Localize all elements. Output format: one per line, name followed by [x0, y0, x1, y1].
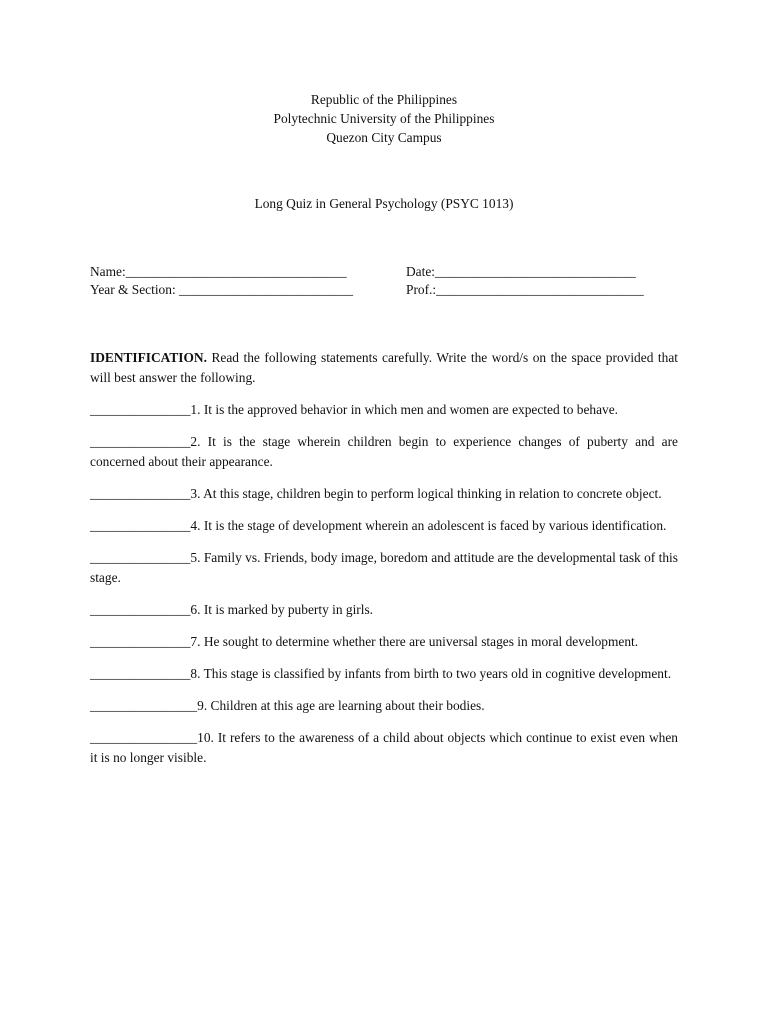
question-item: ________________9. Children at this age are learning about their bodies. [90, 698, 485, 713]
instructions [90, 348, 678, 388]
name-field[interactable]: Name:_________________________________ [90, 264, 347, 279]
question-item: _______________4. It is the stage of development wherein an adolescent is faced by various identification. [90, 518, 667, 533]
header-line-campus: Quezon City Campus [326, 130, 442, 145]
question-item: _______________2. It is the stage wherein children begin to experience changes of puberty and are concerned about their appearance. [90, 434, 678, 469]
header-line-university: Polytechnic University of the Philippines [273, 111, 495, 126]
question-item: _______________1. It is the approved behavior in which men and women are expected to behave. [90, 402, 619, 417]
question-item: _______________3. At this stage, children begin to perform logical thinking in relation to concrete object. [90, 486, 662, 501]
quiz-title: Long Quiz in General Psychology (PSYC 1013) [254, 196, 514, 211]
question-item: _______________5. Family vs. Friends, body image, boredom and attitude are the developmental task of this stage. [90, 550, 678, 585]
instructions-heading: IDENTIFICATION. [90, 350, 207, 365]
instructions-text: Read the following statements carefully. Write the word/s on the space provided that will best answer the following. [90, 350, 678, 385]
question-item: _______________7. He sought to determine whether there are universal stages in moral development. [90, 634, 639, 649]
header-line-republic: Republic of the Philippines [310, 92, 458, 107]
quiz-content [90, 348, 678, 780]
year-section-field[interactable]: Year & Section: __________________________ [90, 282, 354, 297]
prof-field[interactable]: Prof.:_______________________________ [406, 282, 644, 297]
question-item: _______________6. It is marked by puberty in girls. [90, 602, 374, 617]
document-header [0, 90, 768, 147]
question-item: ________________10. It refers to the awareness of a child about objects which continue to exist even when it is no longer visible. [90, 730, 678, 765]
date-field[interactable]: Date:______________________________ [406, 264, 636, 279]
question-item: _______________8. This stage is classified by infants from birth to two years old in cognitive development. [90, 666, 672, 681]
